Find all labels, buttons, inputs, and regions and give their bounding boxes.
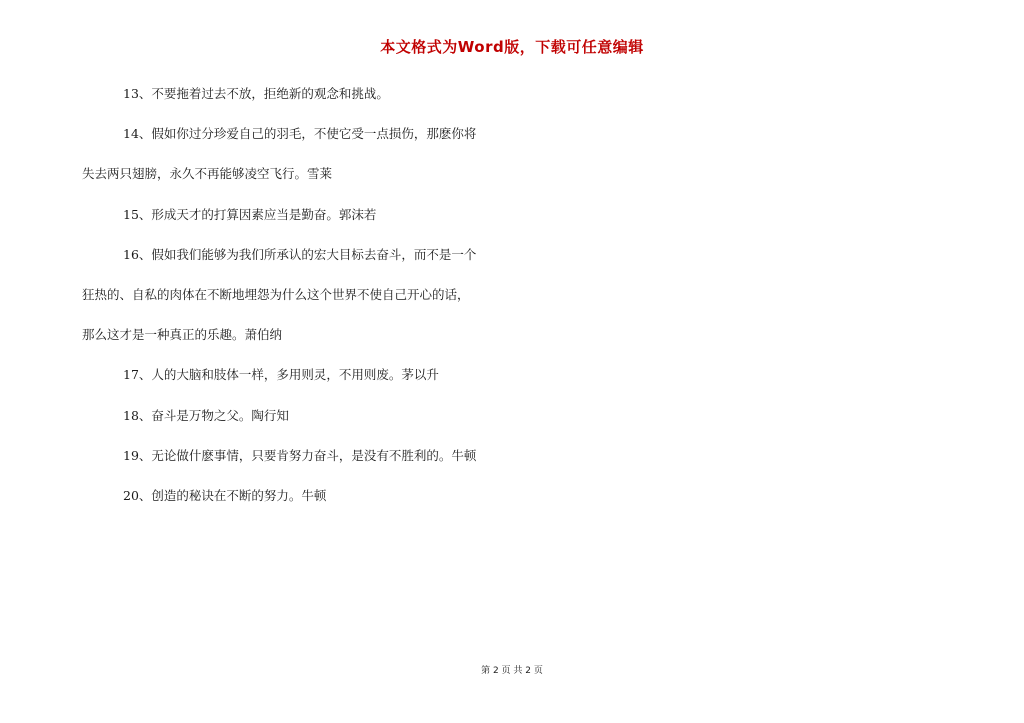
paragraph-line: 那么这才是一种真正的乐趣。萧伯纳 [82,327,283,343]
paragraph-line: 16、假如我们能够为我们所承认的宏大目标去奋斗，而不是一个 [123,246,477,262]
paragraph-line: 17、人的大脑和肢体一样，多用则灵，不用则废。茅以升 [123,367,439,383]
page-number: 第 2 页 共 2 页 [481,666,543,676]
paragraph-line: 18、奋斗是万物之父。陶行知 [123,407,289,423]
paragraph-line: 狂热的、自私的肉体在不断地埋怨为什么这个世界不使自己开心的话， [82,286,470,302]
paragraph-line: 20、创造的秘诀在不断的努力。牛顿 [123,487,327,503]
paragraph-line: 14、假如你过分珍爱自己的羽毛，不使它受一点损伤，那麽你将 [123,126,477,142]
paragraph-line: 15、形成天才的打算因素应当是勤奋。郭沫若 [123,206,377,222]
paragraph-line: 失去两只翅膀，永久不再能够凌空飞行。雪莱 [82,166,333,182]
paragraph-line: 13、不要拖着过去不放，拒绝新的观念和挑战。 [123,86,389,101]
page-header: 本文格式为Word版，下载可任意编辑 [380,38,644,56]
paragraph-line: 19、无论做什麽事情，只要肯努力奋斗，是没有不胜利的。牛顿 [123,447,477,463]
document-body [82,86,522,528]
